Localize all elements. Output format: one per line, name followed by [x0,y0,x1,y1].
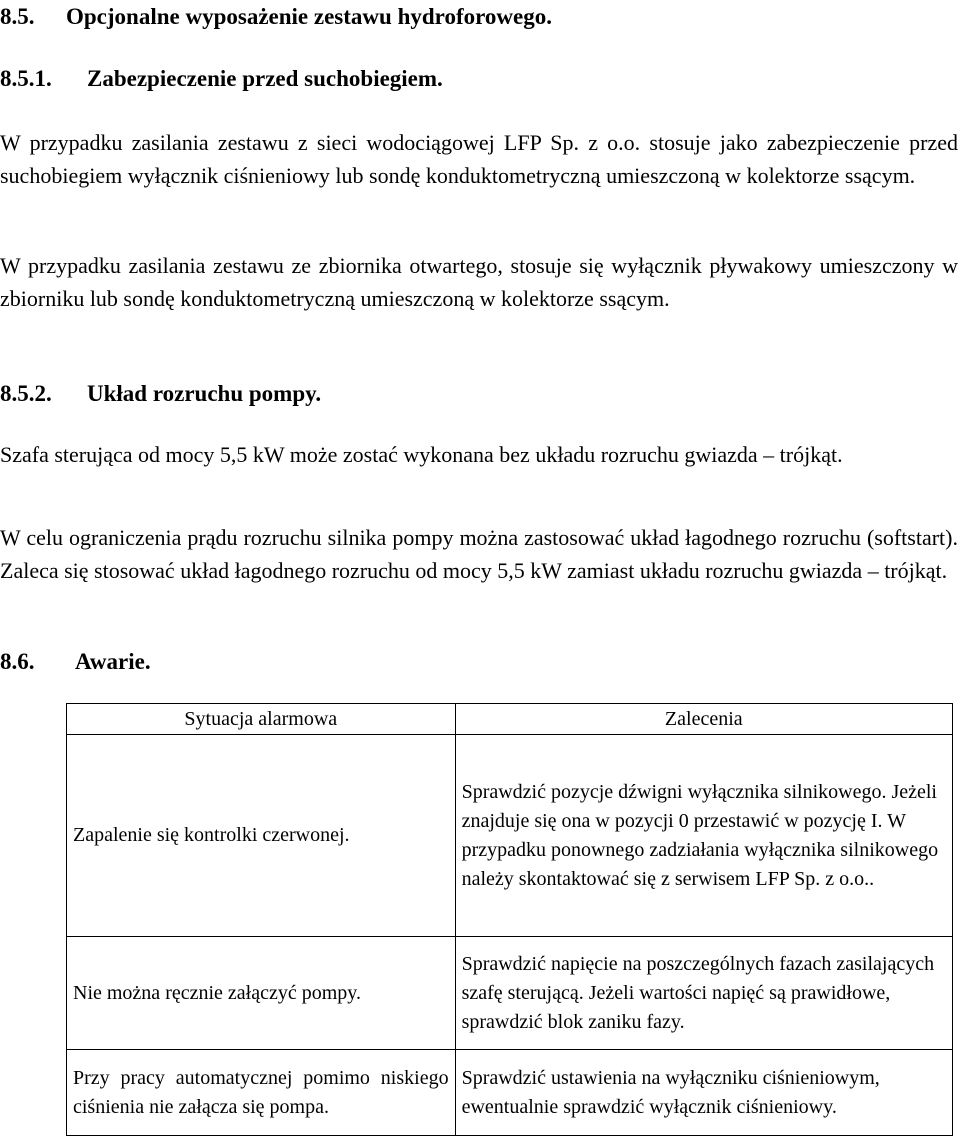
alarm-table [66,703,953,1136]
recommendation-header: Zalecenia [455,704,952,735]
alarm-situation-cell: Zapalenie się kontrolki czerwonej. [67,735,456,937]
section-8-5-1-title: Zabezpieczenie przed suchobiegiem. [87,66,443,91]
alarm-situation-cell: Nie można ręcznie załączyć pompy. [67,937,456,1050]
section-8-5-number: 8.5. [0,4,35,29]
alarm-table-header-row [67,704,953,735]
recommendation-cell: Sprawdzić pozycje dźwigni wyłącznika silnikowego. Jeżeli znajduje się ona w pozycji 0 przestawić w pozycję I. W przypadku ponownego zadziałania wyłącznika silnikowego należy skontaktować się z serwisem LFP Sp. z o.o.. [455,735,952,937]
table-row [67,937,953,1050]
recommendation-cell: Sprawdzić ustawienia na wyłączniku ciśnieniowym, ewentualnie sprawdzić wyłącznik ciśnieniowy. [455,1050,952,1136]
section-8-6-heading [0,647,151,677]
section-8-5-heading [0,2,552,32]
section-8-5-2-title: Układ rozruchu pompy. [87,381,322,406]
softstart-paragraph: W celu ograniczenia prądu rozruchu silnika pompy można zastosować układ łagodnego rozruchu (softstart). Zaleca się stosować układ łagodnego rozruchu od mocy 5,5 kW zamiast układu rozruchu gwiazda – trójkąt. [0,525,958,583]
table-row [67,1050,953,1136]
section-8-5-2-heading [0,379,321,409]
section-8-5-title: Opcjonalne wyposażenie zestawu hydroforowego. [66,4,552,29]
section-8-5-1-number: 8.5.1. [0,66,52,91]
recommendation-cell: Sprawdzić napięcie na poszczególnych fazach zasilających szafę sterującą. Jeżeli wartości napięć są prawidłowe, sprawdzić blok zaniku fazy. [455,937,952,1050]
section-8-6-number: 8.6. [0,649,35,674]
alarm-situation-header: Sytuacja alarmowa [67,704,456,735]
star-delta-paragraph: Szafa sterująca od mocy 5,5 kW może zostać wykonana bez układu rozruchu gwiazda – trójkąt. [0,442,843,467]
dry-run-tank-paragraph: W przypadku zasilania zestawu ze zbiornika otwartego, stosuje się wyłącznik pływakowy umieszczony w zbiorniku lub sondę konduktometryczną umieszczoną w kolektorze ssącym. [0,253,958,311]
section-8-5-1-heading [0,64,443,94]
table-row [67,735,953,937]
section-8-6-title: Awarie. [75,649,151,674]
section-8-5-2-number: 8.5.2. [0,381,52,406]
dry-run-mains-paragraph: W przypadku zasilania zestawu z sieci wodociągowej LFP Sp. z o.o. stosuje jako zabezpieczenie przed suchobiegiem wyłącznik ciśnieniowy lub sondę konduktometryczną umieszczoną w kolektorze ssącym. [0,130,958,188]
alarm-situation-cell: Przy pracy automatycznej pomimo niskiego ciśnienia nie załącza się pompa. [67,1050,456,1136]
